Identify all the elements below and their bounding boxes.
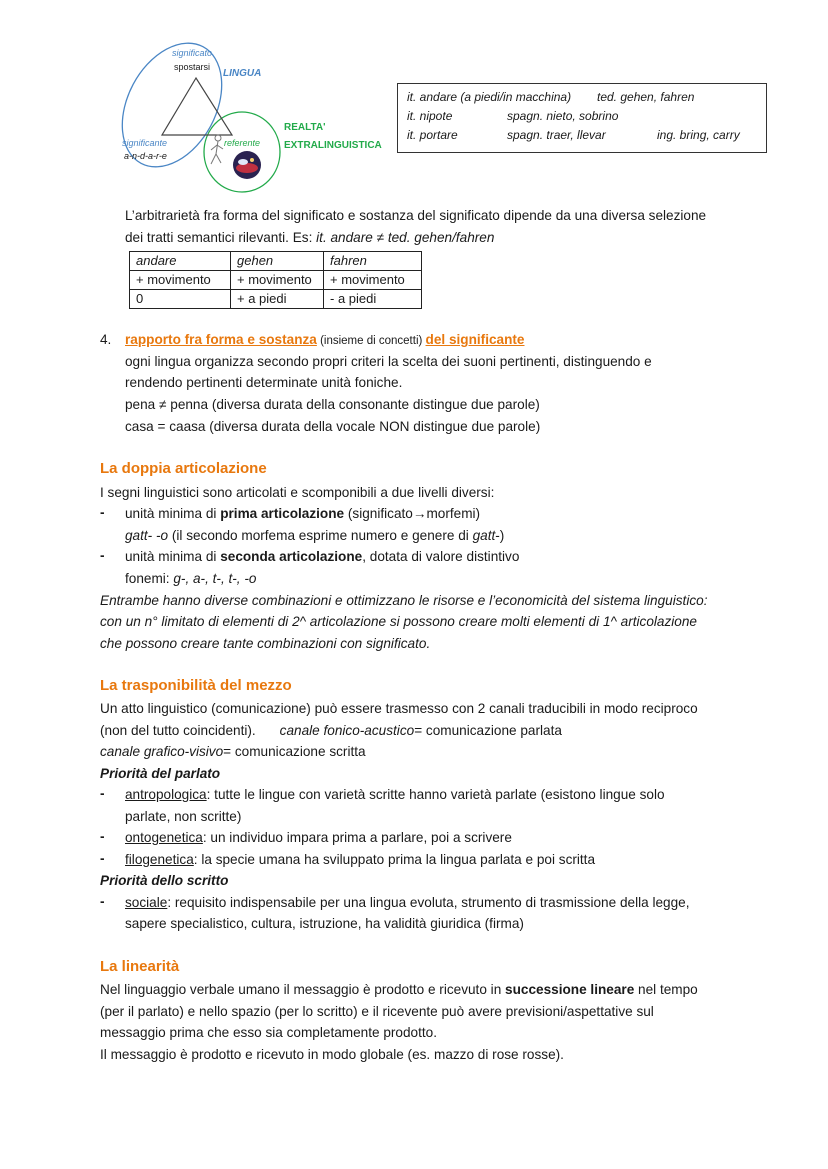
table-header-cell: andare [130, 252, 231, 271]
table-cell: + movimento [231, 271, 324, 290]
box-row2-b: spagn. nieto, sobrino [507, 109, 619, 123]
parlato-item-text: : tutte le lingue con varietà scritte hanno varietà parlate (esistono lingue solo [206, 787, 665, 802]
doppia-item1-sub-d: -) [495, 528, 505, 543]
doppia-item1-a: unità minima di [125, 506, 221, 521]
doppia-item1-sub [125, 527, 504, 545]
car-image [233, 151, 261, 179]
arbitrarieta-line1: L’arbitrarietà fra forma del significato e sostanza del significato dipende da una diversa selezione [125, 208, 707, 223]
doppia-heading: La doppia articolazione [100, 460, 267, 477]
table-cell: + a piedi [231, 290, 324, 309]
bullet-dash: - [100, 851, 105, 866]
table-cell: + movimento [324, 271, 422, 290]
point4-title [125, 331, 524, 350]
trasponibilita-line3-b: = comunicazione scritta [223, 744, 366, 759]
box-row1-a: it. andare (a piedi/in macchina) [407, 90, 572, 104]
box-row3-c: ing. bring, carry [657, 128, 740, 142]
bullet-dash: - [100, 894, 105, 909]
point4-line: casa = caasa (diversa durata della vocale NON distingue due parole) [125, 419, 541, 434]
doppia-item2-c: , dotata di valore distintivo [362, 549, 520, 564]
bullet-dash: - [100, 829, 105, 844]
point4-line: pena ≠ penna (diversa durata della consonante distingue due parole) [125, 397, 540, 412]
linearita-line1-b: successione lineare [505, 982, 635, 997]
doppia-item1 [125, 505, 480, 523]
box-row1-b: ted. gehen, fahren [597, 90, 695, 104]
doppia-item1-d: morfemi) [426, 506, 481, 521]
parlato-item-term: filogenetica [125, 852, 194, 867]
linearita-heading: La linearità [100, 958, 180, 975]
trasponibilita-line2 [100, 722, 562, 740]
diagram-realta-label: REALTA' [284, 122, 326, 133]
trasponibilita-heading: La trasponibilità del mezzo [100, 677, 292, 694]
doppia-item2-b: seconda articolazione [220, 549, 363, 564]
arbitrarieta-line2 [125, 229, 494, 247]
trasponibilita-line1: Un atto linguistico (comunicazione) può essere trasmesso con 2 canali traducibili in modo reciproco [100, 701, 698, 716]
doppia-item1-b: prima articolazione [220, 506, 345, 521]
linearita-line1-a: Nel linguaggio verbale umano il messaggio è prodotto e ricevuto in [100, 982, 506, 997]
linearita-line2: (per il parlato) e nello spazio (per lo scritto) e il ricevente può avere previsioni/aspettative sul [100, 1004, 654, 1019]
arrow-right-icon: → [412, 506, 427, 521]
linearita-line1 [100, 981, 698, 999]
doppia-italic-line: che possono creare tante combinazioni con significato. [100, 636, 431, 651]
point4-line: ogni lingua organizza secondo propri criteri la scelta dei suoni pertinenti, distinguendo e [125, 354, 652, 369]
point4-number: 4. [100, 332, 112, 347]
diagram-andare-letters: a-n-d-a-r-e [124, 151, 167, 161]
doppia-item1-sub-a: gatt- -o [125, 528, 169, 543]
doppia-item2-sub-a: fonemi: [125, 571, 174, 586]
point4-title-b: del significante [425, 332, 525, 347]
trasponibilita-line2-c: = comunicazione parlata [414, 723, 562, 738]
trasponibilita-line3 [100, 743, 366, 761]
diagram-spostarsi-label: spostarsi [174, 62, 211, 72]
doppia-italic-line: con un n° limitato di elementi di 2^ articolazione si possono creare molti elementi di 1^ articolazione [100, 614, 697, 629]
box-row2-a: it. nipote [407, 109, 453, 123]
scritto-item-text: : requisito indispensabile per una lingua evoluta, strumento di trasmissione della legge, [167, 895, 690, 910]
doppia-item2-a: unità minima di [125, 549, 221, 564]
linearita-line1-c: nel tempo [634, 982, 698, 997]
table-row [130, 290, 422, 309]
table-header-cell: gehen [231, 252, 324, 271]
linearita-line4: Il messaggio è prodotto e ricevuto in modo globale (es. mazzo di rose rosse). [100, 1047, 564, 1062]
table-cell: - a piedi [324, 290, 422, 309]
examples-box [397, 83, 767, 153]
scritto-item-term: sociale [125, 895, 168, 910]
sociale-cont: sapere specialistico, cultura, istruzione, ha validità giuridica (firma) [125, 916, 524, 931]
bullet-dash: - [100, 786, 105, 801]
diagram-extralinguistica-label: EXTRALINGUISTICA [284, 140, 382, 151]
diagram-lingua-label: LINGUA [223, 68, 262, 79]
parlato-item [125, 786, 665, 804]
priorita-parlato-heading: Priorità del parlato [100, 766, 221, 781]
point4-line: rendendo pertinenti determinate unità foniche. [125, 375, 403, 390]
linearita-line3: messaggio prima che esso sia completamente prodotto. [100, 1025, 437, 1040]
doppia-item2-sub [125, 570, 256, 588]
trasponibilita-line2-b: canale fonico-acustico [279, 723, 415, 738]
parlato-item [125, 829, 512, 847]
diagram-referente-label: referente [224, 138, 261, 148]
parlato-item-text: : la specie umana ha sviluppato prima la lingua parlata e poi scritta [193, 852, 596, 867]
antropologica-cont: parlate, non scritte) [125, 809, 242, 824]
doppia-item2 [125, 548, 519, 566]
priorita-scritto-heading: Priorità dello scritto [100, 873, 229, 888]
trasponibilita-line3-a: canale grafico-visivo [100, 744, 224, 759]
doppia-item1-sub-b: (il secondo morfema esprime numero e genere di [168, 528, 473, 543]
scritto-item [125, 894, 690, 912]
box-row3-a: it. portare [407, 128, 458, 142]
doppia-item1-sub-c: gatt [472, 528, 496, 543]
point4-title-a: rapporto fra forma e sostanza [125, 332, 317, 347]
table-cell: + movimento [130, 271, 231, 290]
parlato-item-term: antropologica [125, 787, 207, 802]
point4-title-note: (insieme di concetti) [316, 335, 426, 347]
arbitrarieta-line2-prefix: dei tratti semantici rilevanti. Es: [125, 230, 317, 245]
doppia-item1-c: (significato [344, 506, 413, 521]
doppia-item2-sub-b: g-, a-, t-, t-, -o [173, 571, 257, 586]
table-cell: 0 [130, 290, 231, 309]
semantic-features-table [129, 251, 422, 309]
bullet-dash: - [100, 505, 105, 520]
table-header-cell: fahren [324, 252, 422, 271]
diagram-significato-label: significato [172, 48, 213, 58]
trasponibilita-line2-a: (non del tutto coincidenti). [100, 723, 256, 738]
doppia-italic-line: Entrambe hanno diverse combinazioni e ottimizzano le risorse e l’economicità del sistema linguistico: [100, 593, 708, 608]
parlato-item-term: ontogenetica [125, 830, 203, 845]
diagram-significante-label: significante [122, 138, 168, 148]
parlato-item [125, 851, 595, 869]
arbitrarieta-line2-italic: it. andare ≠ ted. gehen/fahren [316, 230, 495, 245]
box-row3-b: spagn. traer, llevar [507, 128, 606, 142]
parlato-item-text: : un individuo impara prima a parlare, poi a scrivere [202, 830, 512, 845]
walking-person-icon [211, 135, 223, 164]
table-header-row [130, 252, 422, 271]
doppia-intro: I segni linguistici sono articolati e scomponibili a due livelli diversi: [100, 485, 495, 500]
bullet-dash: - [100, 548, 105, 563]
table-row [130, 271, 422, 290]
